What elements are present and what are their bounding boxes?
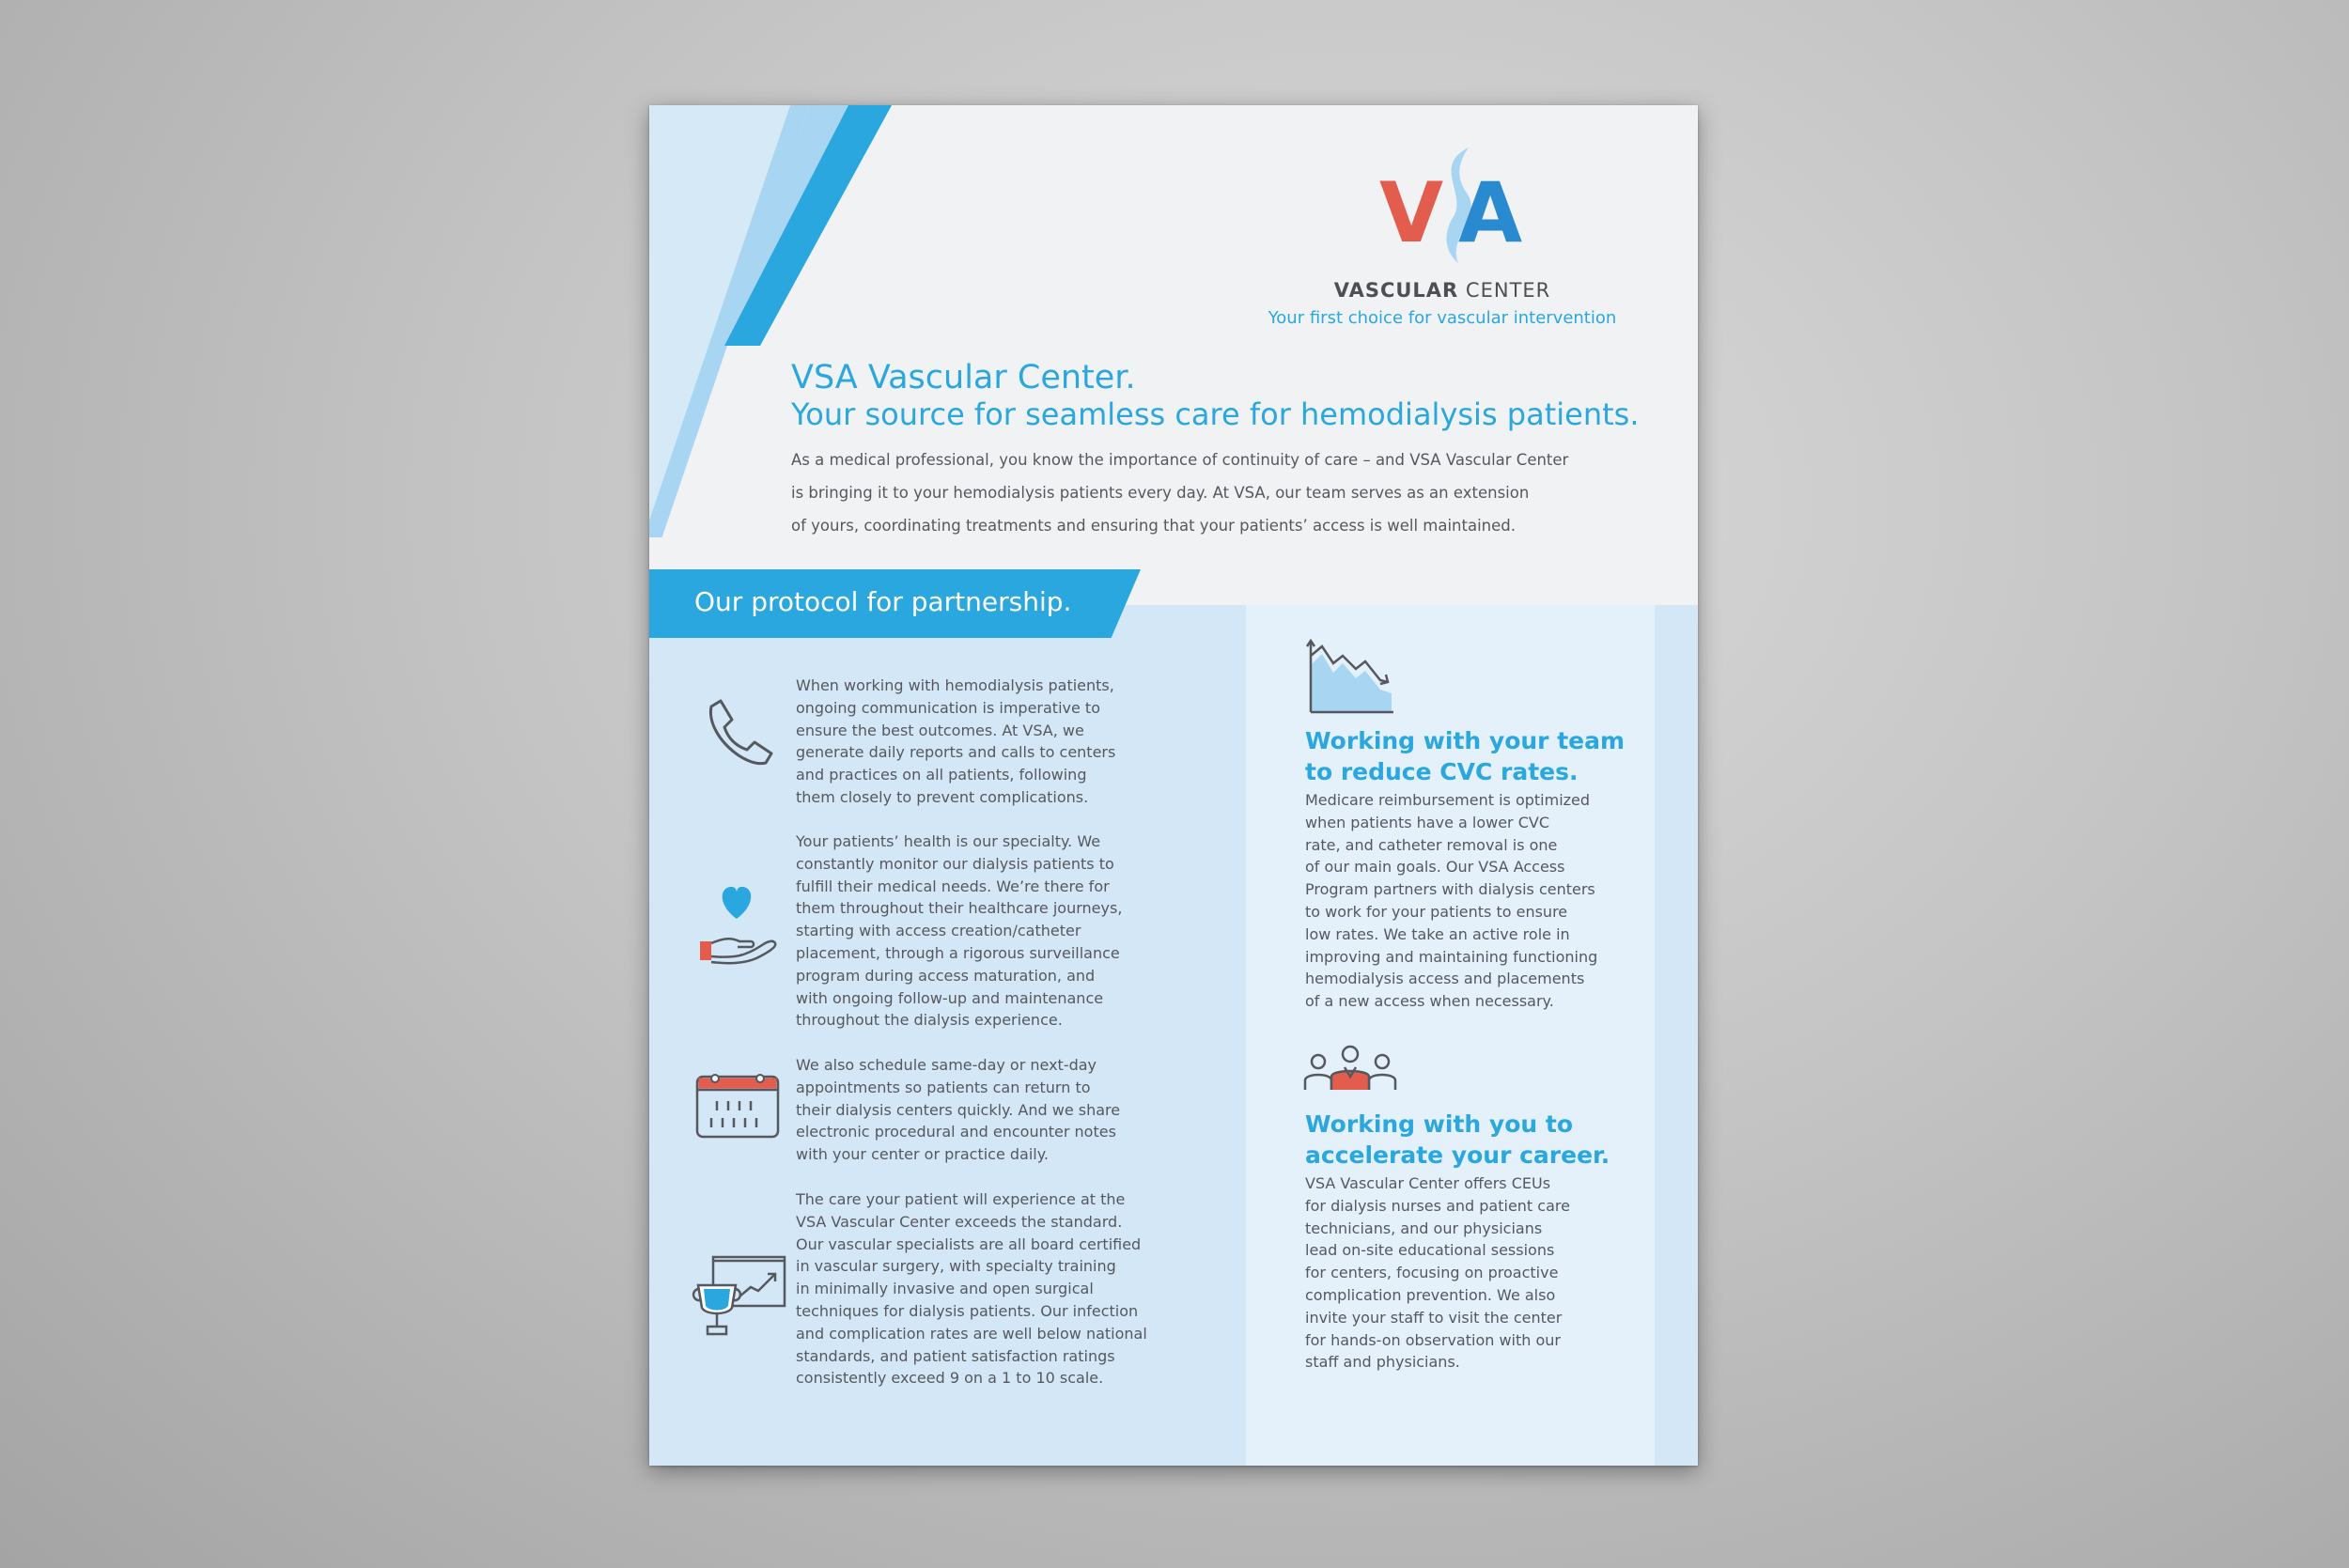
- paragraph-line: rate, and catheter removal is one: [1305, 835, 1558, 854]
- heading-line: Working with your team: [1305, 727, 1626, 754]
- paragraph-line: in minimally invasive and open surgical: [796, 1280, 1094, 1298]
- page-subtitle: Your source for seamless care for hemodialysis patients.: [791, 396, 1640, 432]
- page-title: VSA Vascular Center.: [791, 359, 1136, 396]
- paragraph-line: Program partners with dialysis centers: [1305, 880, 1595, 899]
- paragraph-line: We also schedule same-day or next-day: [796, 1056, 1097, 1074]
- flyer-page: [649, 105, 1698, 1466]
- career-paragraph: [1305, 1172, 1653, 1374]
- intro-line: of yours, coordinating treatments and ensuring that your patients’ access is well maintained.: [791, 517, 1517, 535]
- paragraph-line: staff and physicians.: [1305, 1353, 1460, 1372]
- paragraph-line: starting with access creation/catheter: [796, 922, 1081, 940]
- team-icon: [1303, 1043, 1397, 1095]
- phone-icon: [698, 697, 773, 772]
- paragraph-line: The care your patient will experience at the: [796, 1190, 1126, 1208]
- paragraph-line: complication prevention. We also: [1305, 1285, 1556, 1304]
- paragraph-line: with your center or practice daily.: [796, 1145, 1050, 1164]
- paragraph-line: them throughout their healthcare journeys,: [796, 899, 1123, 918]
- paragraph-line: When working with hemodialysis patients,: [796, 676, 1114, 694]
- paragraph-line: technicians, and our physicians: [1305, 1219, 1543, 1237]
- declining-chart-icon: [1305, 637, 1395, 716]
- paragraph-line: them closely to prevent complications.: [796, 787, 1089, 806]
- career-heading: [1305, 1109, 1610, 1171]
- logo-letter-a: A: [1458, 164, 1523, 261]
- logo-tagline: Your first choice for vascular intervention: [1268, 308, 1617, 328]
- paragraph-line: Our vascular specialists are all board certified: [796, 1234, 1142, 1253]
- paragraph-line: lead on-site educational sessions: [1305, 1241, 1555, 1260]
- protocol-paragraph-communication: [796, 675, 1190, 809]
- heading-line: Working with you to: [1305, 1110, 1573, 1138]
- right-edge-strip: [1655, 605, 1698, 1466]
- paragraph-line: standards, and patient satisfaction ratings: [796, 1346, 1115, 1365]
- paragraph-line: electronic procedural and encounter notes: [796, 1123, 1116, 1141]
- intro-line: As a medical professional, you know the importance of continuity of care – and VSA Vascular Center: [791, 451, 1569, 469]
- protocol-paragraph-standard: [796, 1188, 1190, 1389]
- paragraph-line: for centers, focusing on proactive: [1305, 1264, 1559, 1282]
- paragraph-line: improving and maintaining functioning: [1305, 947, 1598, 966]
- paragraph-line: for hands-on observation with our: [1305, 1330, 1561, 1349]
- paragraph-line: of our main goals. Our VSA Access: [1305, 858, 1565, 877]
- paragraph-line: consistently exceed 9 on a 1 to 10 scale.: [796, 1369, 1104, 1388]
- paragraph-line: low rates. We take an active role in: [1305, 924, 1570, 943]
- logo-letter-v: V: [1379, 164, 1444, 261]
- paragraph-line: in vascular surgery, with specialty training: [796, 1257, 1116, 1276]
- paragraph-line: to work for your patients to ensure: [1305, 902, 1568, 921]
- paragraph-line: ensure the best outcomes. At VSA, we: [796, 721, 1084, 739]
- heart-hand-icon: [700, 876, 789, 965]
- paragraph-line: and practices on all patients, following: [796, 766, 1087, 784]
- paragraph-line: placement, through a rigorous surveillance: [796, 943, 1120, 962]
- logo-wordmark-bold: VASCULAR: [1333, 279, 1459, 302]
- logo-wordmark-light: CENTER: [1465, 279, 1551, 302]
- paragraph-line: techniques for dialysis patients. Our infection: [796, 1301, 1139, 1320]
- cvc-rates-paragraph: [1305, 789, 1653, 1013]
- paragraph-line: ongoing communication is imperative to: [796, 698, 1100, 717]
- vsa-logo-icon: [1379, 143, 1548, 284]
- paragraph-line: hemodialysis access and placements: [1305, 970, 1585, 988]
- paragraph-line: invite your staff to visit the center: [1305, 1308, 1563, 1327]
- paragraph-line: VSA Vascular Center offers CEUs: [1305, 1174, 1551, 1192]
- paragraph-line: program during access maturation, and: [796, 966, 1096, 985]
- paragraph-line: for dialysis nurses and patient care: [1305, 1196, 1570, 1215]
- paragraph-line: of a new access when necessary.: [1305, 992, 1554, 1011]
- heading-line: accelerate your career.: [1305, 1141, 1610, 1169]
- paragraph-line: generate daily reports and calls to centers: [796, 743, 1116, 762]
- paragraph-line: VSA Vascular Center exceeds the standard.: [796, 1212, 1123, 1231]
- paragraph-line: throughout the dialysis experience.: [796, 1011, 1063, 1030]
- paragraph-line: fulfill their medical needs. We’re there for: [796, 877, 1110, 895]
- paragraph-line: when patients have a lower CVC: [1305, 813, 1550, 831]
- paragraph-line: with ongoing follow-up and maintenance: [796, 988, 1104, 1007]
- intro-line: is bringing it to your hemodialysis patients every day. At VSA, our team serves as an extension: [791, 484, 1530, 502]
- protocol-paragraph-scheduling: [796, 1054, 1190, 1166]
- paragraph-line: their dialysis centers quickly. And we share: [796, 1100, 1121, 1119]
- paragraph-line: and complication rates are well below national: [796, 1324, 1147, 1343]
- section-banner-label: Our protocol for partnership.: [694, 586, 1072, 617]
- heading-line: to reduce CVC rates.: [1305, 758, 1579, 785]
- paragraph-line: appointments so patients can return to: [796, 1078, 1091, 1096]
- intro-paragraph: [791, 443, 1637, 542]
- paragraph-line: constantly monitor our dialysis patients to: [796, 854, 1114, 873]
- trophy-chart-icon: [691, 1253, 788, 1340]
- logo-wordmark: [1232, 279, 1653, 302]
- paragraph-line: Medicare reimbursement is optimized: [1305, 791, 1591, 809]
- calendar-icon: [694, 1069, 781, 1141]
- paragraph-line: Your patients’ health is our specialty. We: [796, 832, 1101, 850]
- cvc-rates-heading: [1305, 725, 1625, 787]
- protocol-paragraph-health: [796, 831, 1190, 1032]
